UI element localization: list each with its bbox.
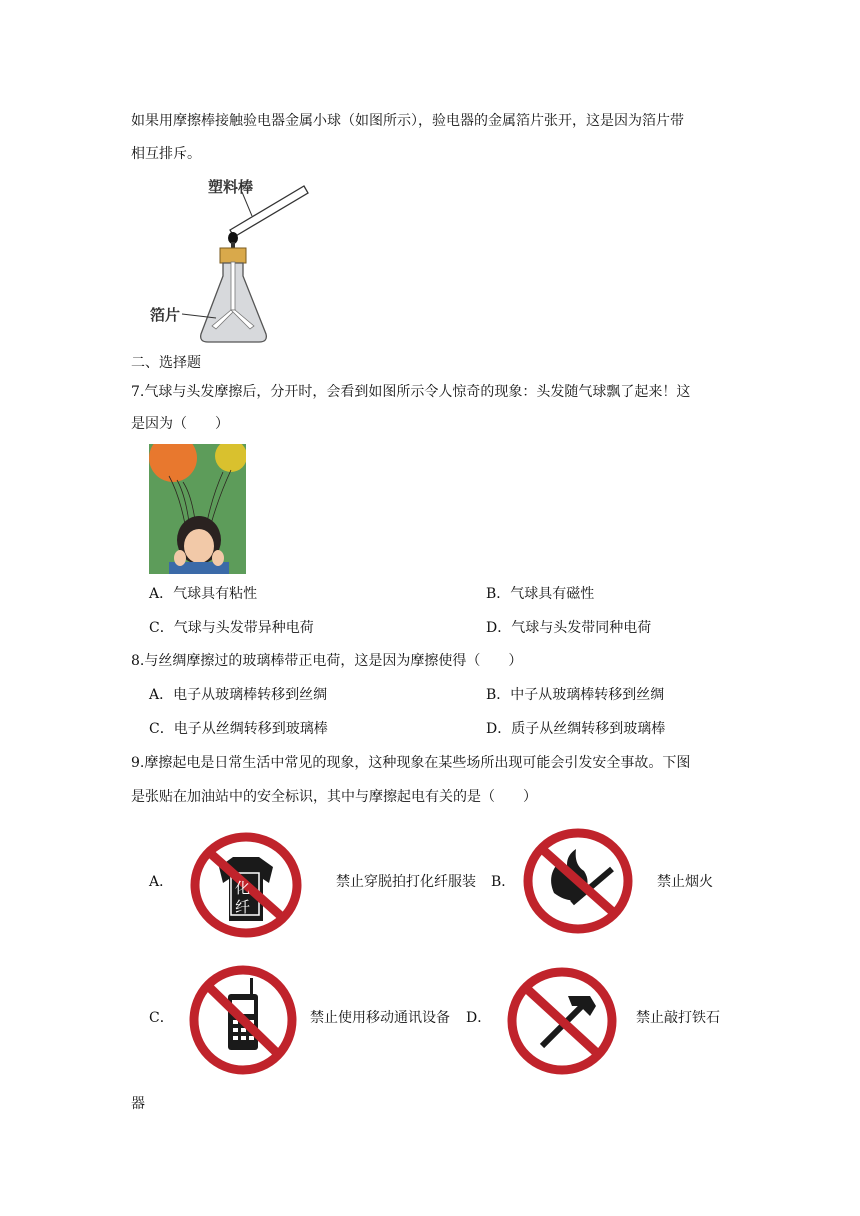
- balloon-hair-photo: [149, 444, 246, 574]
- q9-option-b-text: 禁止烟火: [657, 874, 713, 890]
- q9-stem-line-1: 9.摩擦起电是日常生活中常见的现象，这种现象在某些场所出现可能会引发安全事故。下图: [131, 755, 691, 771]
- no-mobile-phone-sign-icon: [188, 964, 298, 1076]
- q7-option-b: B．气球具有磁性: [486, 586, 595, 602]
- q7-option-c: C．气球与头发带异种电荷: [149, 620, 314, 636]
- q7-option-a: A．气球具有粘性: [149, 586, 258, 602]
- rod-label: 塑料棒: [208, 178, 254, 196]
- sign-text-bottom: 纤: [235, 898, 251, 916]
- q9-option-c-letter: C．: [149, 1010, 174, 1026]
- q9-option-a-letter: A．: [149, 874, 174, 890]
- stopper: [220, 248, 246, 263]
- no-hammer-striking-sign-icon: [506, 966, 618, 1076]
- q7-option-d: D．气球与头发带同种电荷: [486, 620, 652, 636]
- no-synthetic-clothing-sign-icon: [189, 831, 303, 939]
- electroscope-figure: [146, 176, 316, 348]
- section-title: 二、选择题: [131, 355, 201, 371]
- q7-stem-line-2: 是因为（ ）: [131, 416, 229, 432]
- q9-option-d-text: 禁止敲打铁石: [636, 1010, 720, 1026]
- q9-stem-line-2: 是张贴在加油站中的安全标识，其中与摩擦起电有关的是（ ）: [131, 789, 537, 805]
- q8-option-c: C．电子从丝绸转移到玻璃棒: [149, 721, 328, 737]
- q9-option-c-text-continuation: 器: [131, 1096, 145, 1112]
- sign-text-top: 化: [235, 879, 251, 897]
- q9-option-d-letter: D．: [466, 1010, 492, 1026]
- foil-label: 箔片: [150, 306, 181, 324]
- q8-option-a: A．电子从玻璃棒转移到丝绸: [149, 687, 328, 703]
- q8-option-b: B．中子从玻璃棒转移到丝绸: [486, 687, 665, 703]
- q8-stem: 8.与丝绸摩擦过的玻璃棒带正电荷，这是因为摩擦使得（ ）: [131, 653, 523, 669]
- intro-line-2: 相互排斥。: [131, 146, 201, 162]
- q7-stem-line-1: 7.气球与头发摩擦后，分开时，会看到如图所示令人惊奇的现象：头发随气球飘了起来！这: [131, 384, 691, 400]
- q9-option-b-letter: B．: [491, 874, 516, 890]
- q9-option-a-text: 禁止穿脱拍打化纤服装: [336, 874, 476, 890]
- no-fire-sign-icon: [522, 827, 634, 935]
- q8-option-d: D．质子从丝绸转移到玻璃棒: [486, 721, 666, 737]
- q9-option-c-text: 禁止使用移动通讯设备: [310, 1010, 450, 1026]
- intro-line-1: 如果用摩擦棒接触验电器金属小球（如图所示），验电器的金属箔片张开，这是因为箔片带: [131, 113, 684, 129]
